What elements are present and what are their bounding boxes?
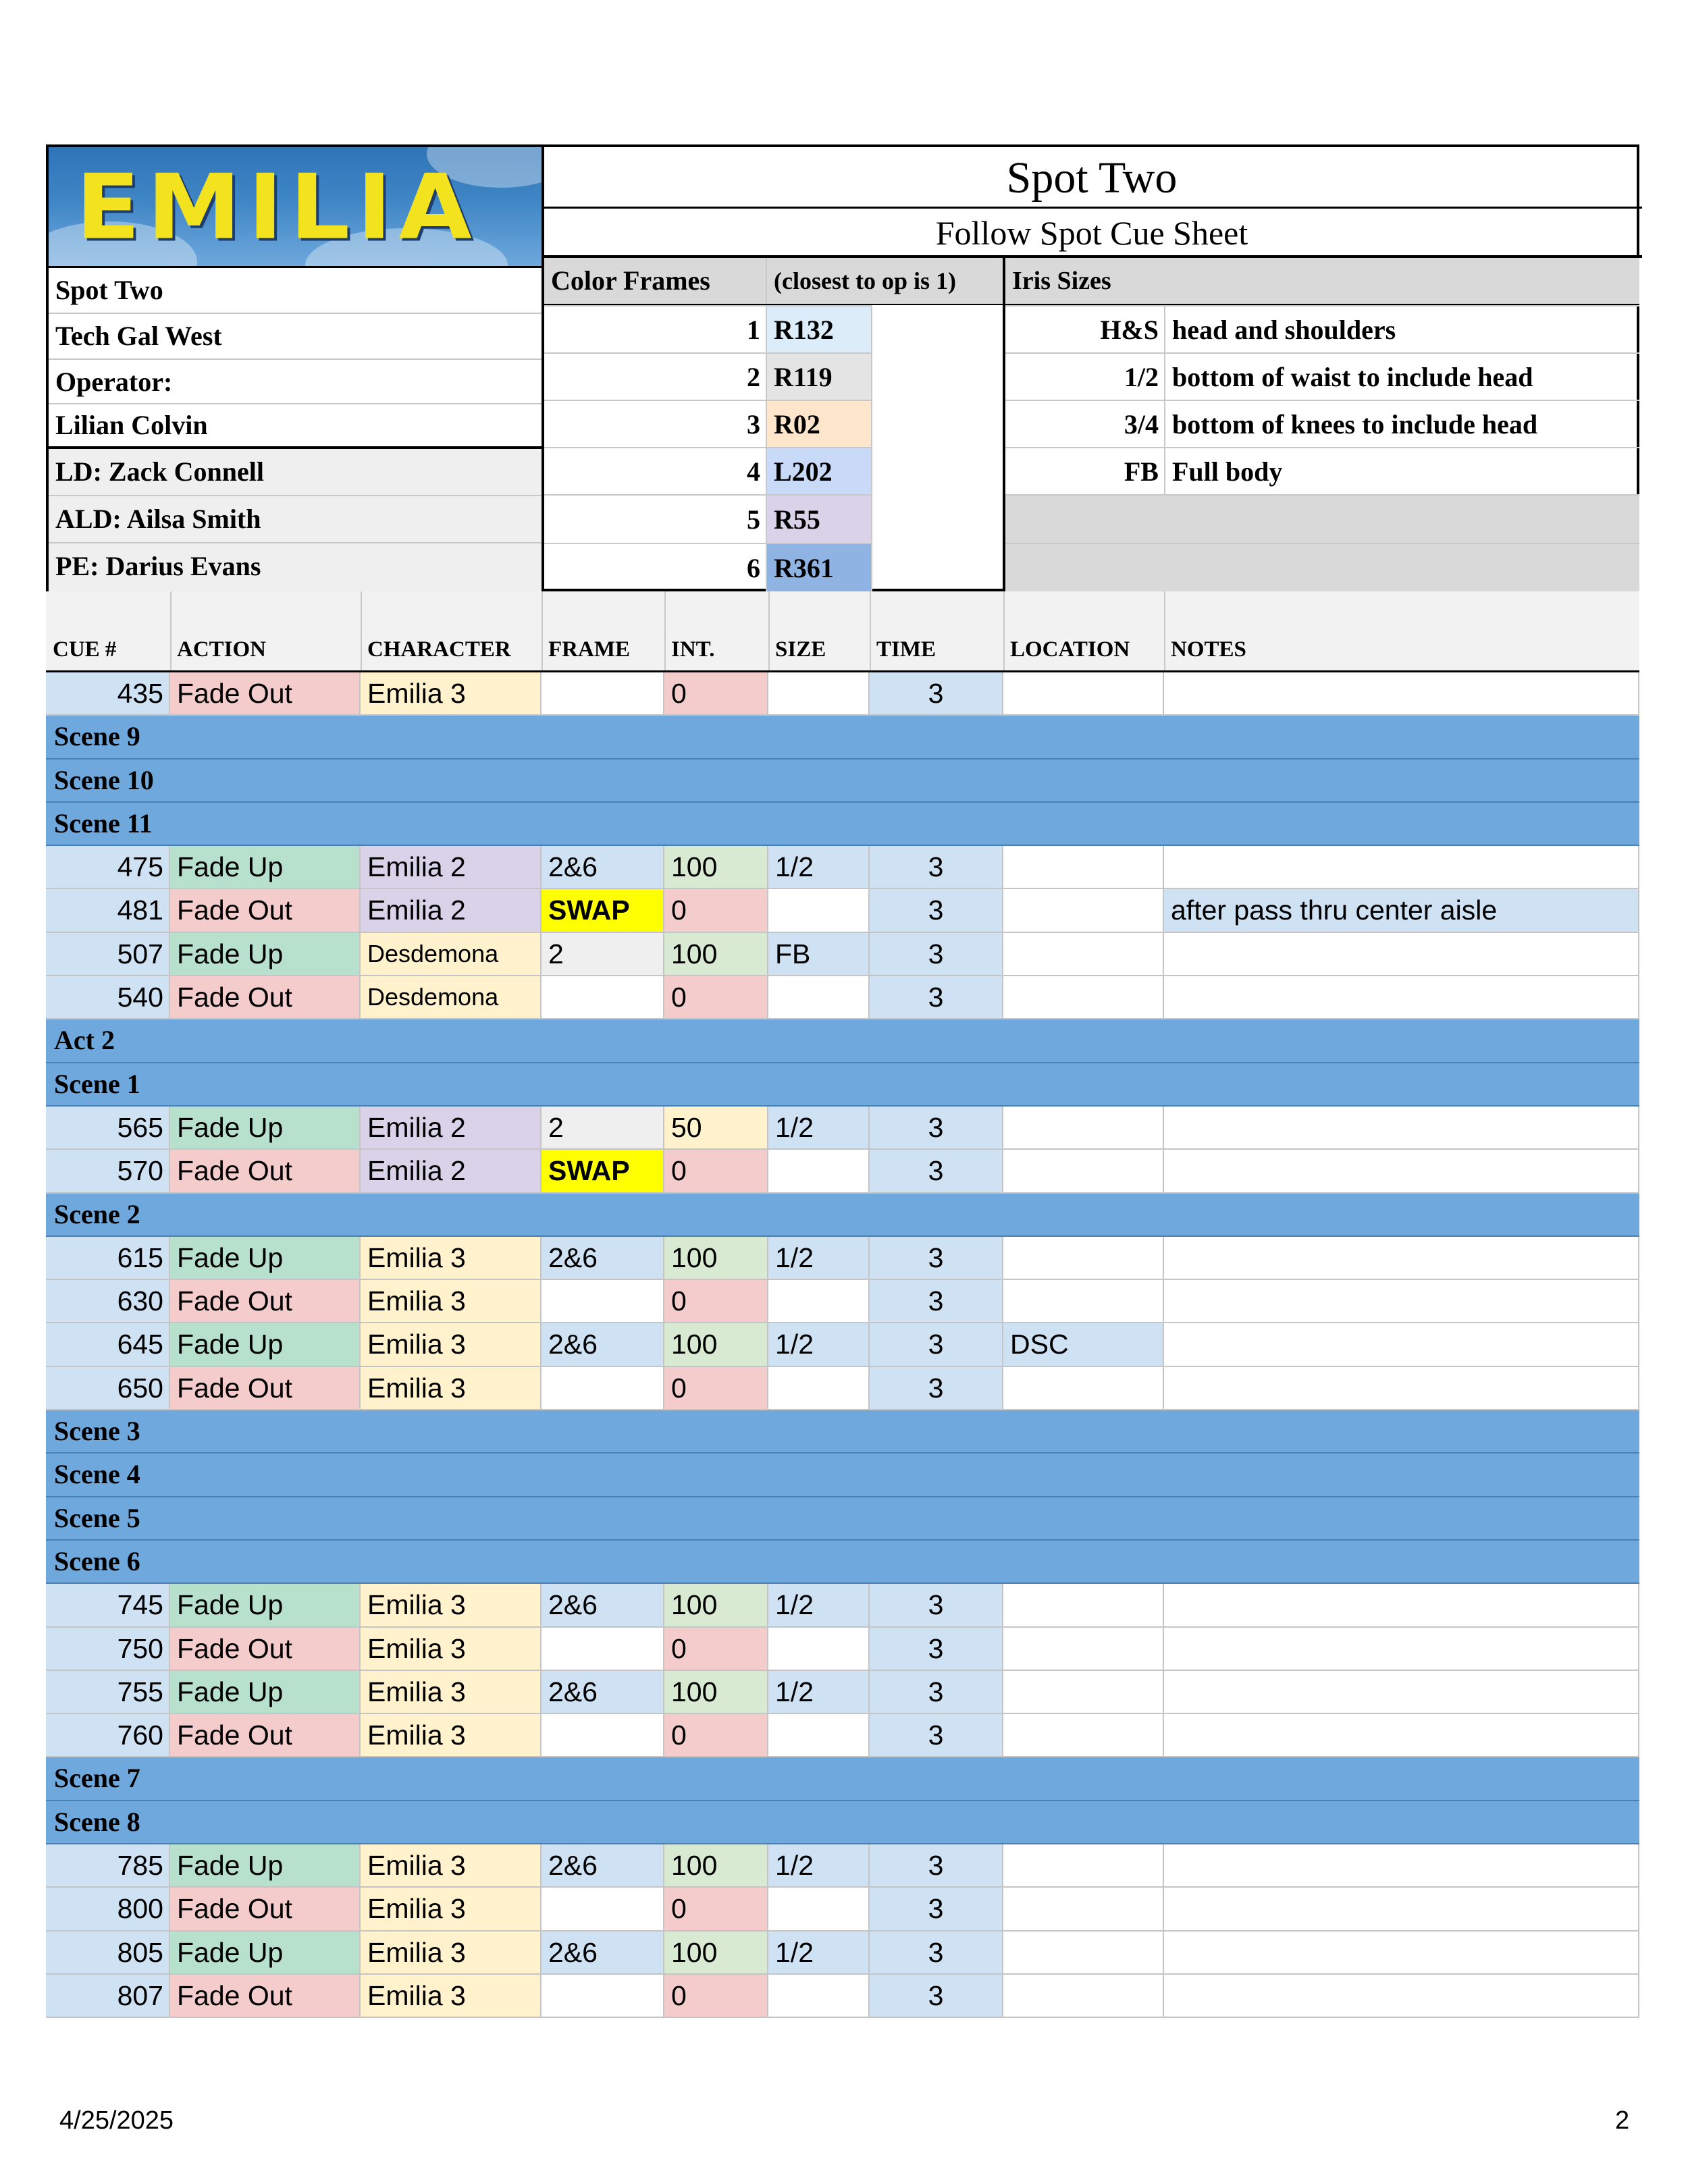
cue-cell-int: 100 — [664, 846, 768, 888]
cue-cell-size — [768, 1367, 870, 1409]
cue-cell-time: 3 — [870, 1844, 1003, 1886]
cue-cell-notes — [1164, 672, 1639, 714]
cue-cell-time: 3 — [870, 1323, 1003, 1365]
cue-row — [46, 1367, 1639, 1410]
column-header: LOCATION — [1010, 637, 1130, 662]
cue-cell-time: 3 — [870, 1280, 1003, 1322]
iris-empty-2 — [1005, 543, 1639, 591]
cue-cell-size: 1/2 — [768, 1107, 870, 1148]
cue-cell-action: Fade Up — [170, 1323, 361, 1365]
info-ld: LD: Zack Connell — [49, 449, 542, 495]
cue-cell-cue: 650 — [46, 1367, 170, 1409]
cue-cell-frame — [542, 1280, 664, 1322]
cue-row — [46, 933, 1639, 976]
scene-name: Scene 11 — [54, 807, 153, 838]
info-ald: ALD: Ailsa Smith — [49, 496, 542, 542]
cue-cell-action: Fade Up — [170, 1584, 361, 1626]
show-logo — [49, 147, 544, 266]
cue-cell-int: 50 — [664, 1107, 768, 1148]
column-header-row — [46, 591, 1639, 672]
cue-row — [46, 846, 1639, 889]
sheet-subtitle: Follow Spot Cue Sheet — [935, 214, 1248, 252]
cue-cell-frame — [542, 672, 664, 714]
cue-cell-frame: 2&6 — [542, 1323, 664, 1365]
cue-cell-location — [1003, 1237, 1164, 1279]
cue-cell-location: DSC — [1003, 1323, 1164, 1365]
cue-cell-size: 1/2 — [768, 1584, 870, 1626]
cue-cell-int: 0 — [664, 672, 768, 714]
iris-size-description: Full body — [1165, 447, 1639, 494]
iris-sizes-label: Iris Sizes — [1005, 258, 1639, 304]
cue-row — [46, 1628, 1639, 1671]
scene-header-row — [46, 716, 1639, 759]
cue-cell-frame: 2&6 — [542, 1671, 664, 1713]
cue-cell-action: Fade Out — [170, 976, 361, 1018]
cue-cell-character: Emilia 3 — [361, 672, 542, 714]
footer-page-number: 2 — [1615, 2106, 1630, 2135]
cue-cell-size — [768, 672, 870, 714]
sheet-title: Spot Two — [1006, 153, 1178, 203]
info-venue: Tech Gal West — [55, 321, 222, 351]
cue-cell-cue: 630 — [46, 1280, 170, 1322]
cue-cell-size — [768, 1714, 870, 1756]
cue-cell-frame — [542, 1888, 664, 1929]
cue-cell-time: 3 — [870, 1714, 1003, 1756]
cue-cell-location — [1003, 976, 1164, 1018]
cue-row — [46, 1844, 1639, 1888]
cue-cell-character: Emilia 3 — [361, 1323, 542, 1365]
cue-cell-cue: 475 — [46, 846, 170, 888]
color-frame-code: R55 — [767, 494, 871, 543]
cue-cell-frame — [542, 1628, 664, 1670]
scene-name: Act 2 — [54, 1025, 115, 1056]
cue-cell-character: Emilia 3 — [361, 1628, 542, 1670]
cue-cell-int: 0 — [664, 976, 768, 1018]
scene-name: Scene 3 — [54, 1416, 140, 1447]
column-header: NOTES — [1171, 637, 1246, 662]
color-frames-note: (closest to op is 1) — [767, 258, 1003, 304]
cue-cell-character: Emilia 3 — [361, 1367, 542, 1409]
scene-name: Scene 8 — [54, 1806, 140, 1837]
cue-cell-action: Fade Up — [170, 1237, 361, 1279]
cue-cell-size — [768, 1280, 870, 1322]
cue-cell-location — [1003, 1714, 1164, 1756]
cue-cell-action: Fade Up — [170, 933, 361, 975]
cue-cell-action: Fade Up — [170, 1844, 361, 1886]
scene-header-row — [46, 1410, 1639, 1454]
cue-cell-notes — [1164, 1584, 1639, 1626]
cue-cell-action: Fade Out — [170, 1888, 361, 1929]
cue-cell-character: Emilia 3 — [361, 1975, 542, 2017]
cue-row — [46, 1584, 1639, 1627]
cue-cell-cue: 435 — [46, 672, 170, 714]
cue-cell-cue: 785 — [46, 1844, 170, 1886]
cue-cell-frame: 2&6 — [542, 1932, 664, 1973]
scene-header-row — [46, 760, 1639, 803]
cue-cell-character: Emilia 2 — [361, 1150, 542, 1192]
column-header: SIZE — [775, 637, 826, 662]
cue-cell-action: Fade Out — [170, 1280, 361, 1322]
color-frame-code: R119 — [767, 352, 871, 400]
cue-cell-location — [1003, 1975, 1164, 2017]
cue-cell-notes — [1164, 1237, 1639, 1279]
color-frame-code: L202 — [767, 447, 871, 494]
cue-row — [46, 1932, 1639, 1975]
cue-cell-character: Emilia 3 — [361, 1714, 542, 1756]
iris-size-code: 3/4 — [1005, 400, 1164, 447]
color-frame-number: 1 — [544, 305, 766, 352]
cue-cell-int: 100 — [664, 1584, 768, 1626]
cue-cell-notes — [1164, 933, 1639, 975]
cue-cell-action: Fade Out — [170, 1150, 361, 1192]
cue-cell-cue: 750 — [46, 1628, 170, 1670]
iris-size-description: bottom of knees to include head — [1165, 400, 1639, 447]
footer-date: 4/25/2025 — [59, 2106, 174, 2135]
cue-cell-location — [1003, 1367, 1164, 1409]
color-frame-number: 3 — [544, 400, 766, 447]
cue-cell-location — [1003, 1888, 1164, 1929]
cue-cell-int: 100 — [664, 1323, 768, 1365]
cue-cell-int: 0 — [664, 1628, 768, 1670]
cue-cell-size — [768, 1888, 870, 1929]
iris-empty-1 — [1005, 494, 1639, 543]
cue-cell-cue: 565 — [46, 1107, 170, 1148]
cue-cell-cue: 800 — [46, 1888, 170, 1929]
cue-cell-cue: 745 — [46, 1584, 170, 1626]
cue-table — [46, 591, 1639, 2018]
color-frame-number: 5 — [544, 494, 766, 543]
cue-cell-action: Fade Up — [170, 846, 361, 888]
cue-cell-notes — [1164, 1844, 1639, 1886]
cue-cell-cue: 755 — [46, 1671, 170, 1713]
scene-header-row — [46, 1801, 1639, 1844]
cue-cell-notes — [1164, 846, 1639, 888]
scene-header-row — [46, 1063, 1639, 1107]
cue-cell-action: Fade Out — [170, 1714, 361, 1756]
cue-cell-notes — [1164, 1280, 1639, 1322]
cue-cell-time: 3 — [870, 976, 1003, 1018]
cue-cell-location — [1003, 889, 1164, 931]
cue-cell-action: Fade Up — [170, 1932, 361, 1973]
cue-cell-size: 1/2 — [768, 1844, 870, 1886]
cue-cell-location — [1003, 1150, 1164, 1192]
cue-cell-action: Fade Up — [170, 1107, 361, 1148]
cue-row — [46, 976, 1639, 1019]
cue-cell-notes — [1164, 1628, 1639, 1670]
cue-cell-int: 0 — [664, 1975, 768, 2017]
cue-cell-frame — [542, 1975, 664, 2017]
cue-sheet — [46, 144, 1639, 2011]
cue-cell-character: Emilia 3 — [361, 1844, 542, 1886]
info-operator-name: Lilian Colvin — [55, 410, 208, 440]
cue-cell-location — [1003, 846, 1164, 888]
cue-cell-frame — [542, 1714, 664, 1756]
cue-row — [46, 1671, 1639, 1714]
scene-header-row — [46, 803, 1639, 846]
info-operator-label: Operator: — [55, 367, 173, 397]
scene-name: Scene 10 — [54, 764, 154, 795]
cue-cell-time: 3 — [870, 1888, 1003, 1929]
cue-cell-action: Fade Out — [170, 1367, 361, 1409]
cue-cell-notes — [1164, 1714, 1639, 1756]
cue-cell-character: Emilia 3 — [361, 1671, 542, 1713]
cue-cell-character: Emilia 2 — [361, 846, 542, 888]
cue-cell-int: 100 — [664, 1844, 768, 1886]
cue-row — [46, 889, 1639, 932]
cue-cell-notes — [1164, 1888, 1639, 1929]
scene-name: Scene 5 — [54, 1502, 140, 1533]
scene-name: Scene 6 — [54, 1545, 140, 1576]
cue-cell-size — [768, 889, 870, 931]
scene-header-row — [46, 1541, 1639, 1584]
cue-cell-character: Desdemona — [361, 933, 542, 975]
scene-header-row — [46, 1757, 1639, 1801]
cue-cell-size: 1/2 — [768, 1932, 870, 1973]
cue-row — [46, 1323, 1639, 1366]
cue-cell-notes — [1164, 1932, 1639, 1973]
scene-header-row — [46, 1454, 1639, 1497]
info-spot: Spot Two — [55, 275, 163, 305]
cue-cell-location — [1003, 1844, 1164, 1886]
scene-header-row — [46, 1019, 1639, 1063]
cue-cell-int: 100 — [664, 933, 768, 975]
iris-size-code: FB — [1005, 447, 1164, 494]
cue-row — [46, 1975, 1639, 2018]
cue-cell-action: Fade Out — [170, 1975, 361, 2017]
cue-cell-location — [1003, 933, 1164, 975]
color-frame-code: R132 — [767, 305, 871, 352]
column-header: CUE # — [53, 637, 117, 662]
cue-cell-time: 3 — [870, 1671, 1003, 1713]
cue-cell-frame: 2&6 — [542, 1844, 664, 1886]
info-pe: PE: Darius Evans — [49, 543, 542, 591]
sheet-header — [46, 144, 1639, 591]
color-frames-label: Color Frames — [544, 258, 766, 304]
cue-cell-frame: 2 — [542, 1107, 664, 1148]
cue-cell-frame — [542, 976, 664, 1018]
cue-cell-cue: 807 — [46, 1975, 170, 2017]
cue-cell-time: 3 — [870, 1584, 1003, 1626]
color-frame-code: R02 — [767, 400, 871, 447]
cue-cell-notes — [1164, 976, 1639, 1018]
cue-cell-character: Emilia 2 — [361, 889, 542, 931]
color-frame-number: 2 — [544, 352, 766, 400]
cue-cell-notes — [1164, 1671, 1639, 1713]
cue-cell-location — [1003, 1107, 1164, 1148]
cue-cell-size: 1/2 — [768, 1671, 870, 1713]
scene-name: Scene 2 — [54, 1198, 140, 1229]
column-header: FRAME — [548, 637, 630, 662]
cue-cell-time: 3 — [870, 889, 1003, 931]
cue-cell-cue: 540 — [46, 976, 170, 1018]
column-header: INT. — [671, 637, 715, 662]
cue-cell-size — [768, 1975, 870, 2017]
cue-cell-time: 3 — [870, 1975, 1003, 2017]
column-header: ACTION — [177, 637, 267, 662]
cue-row — [46, 1888, 1639, 1931]
scene-name: Scene 1 — [54, 1068, 140, 1099]
iris-size-code: 1/2 — [1005, 352, 1164, 400]
cue-cell-cue: 760 — [46, 1714, 170, 1756]
cue-cell-notes — [1164, 1107, 1639, 1148]
cue-cell-action: Fade Out — [170, 889, 361, 931]
cue-cell-int: 0 — [664, 1150, 768, 1192]
cue-cell-int: 100 — [664, 1932, 768, 1973]
cue-cell-location — [1003, 672, 1164, 714]
cue-row — [46, 672, 1639, 716]
column-header: TIME — [876, 637, 937, 662]
cue-cell-int: 0 — [664, 1714, 768, 1756]
cue-cell-location — [1003, 1671, 1164, 1713]
cue-rows — [46, 672, 1639, 2018]
cue-cell-notes — [1164, 1367, 1639, 1409]
cue-cell-size: FB — [768, 933, 870, 975]
cue-cell-int: 0 — [664, 1280, 768, 1322]
iris-size-description: head and shoulders — [1165, 305, 1639, 352]
scene-name: Scene 9 — [54, 721, 140, 752]
cue-cell-size: 1/2 — [768, 846, 870, 888]
cue-cell-int: 0 — [664, 1367, 768, 1409]
logo-wordmark: EMILIA — [76, 155, 479, 260]
cue-cell-notes — [1164, 1975, 1639, 2017]
cue-cell-size — [768, 1150, 870, 1192]
cue-cell-character: Emilia 3 — [361, 1932, 542, 1973]
cue-cell-time: 3 — [870, 1107, 1003, 1148]
cue-cell-character: Emilia 3 — [361, 1280, 542, 1322]
cue-cell-character: Emilia 2 — [361, 1107, 542, 1148]
cue-cell-size — [768, 1628, 870, 1670]
cue-row — [46, 1107, 1639, 1150]
cue-cell-cue: 615 — [46, 1237, 170, 1279]
cue-cell-cue: 507 — [46, 933, 170, 975]
cue-cell-cue: 481 — [46, 889, 170, 931]
cue-cell-time: 3 — [870, 846, 1003, 888]
cue-cell-frame: 2&6 — [542, 1584, 664, 1626]
cue-cell-time: 3 — [870, 1150, 1003, 1192]
cue-cell-time: 3 — [870, 933, 1003, 975]
cue-cell-character: Emilia 3 — [361, 1237, 542, 1279]
cue-cell-frame: 2&6 — [542, 846, 664, 888]
cue-cell-location — [1003, 1932, 1164, 1973]
cue-cell-size — [768, 976, 870, 1018]
cue-cell-action: Fade Out — [170, 1628, 361, 1670]
scene-header-row — [46, 1497, 1639, 1541]
cue-cell-int: 100 — [664, 1671, 768, 1713]
cue-cell-size: 1/2 — [768, 1323, 870, 1365]
cue-cell-int: 100 — [664, 1237, 768, 1279]
cue-cell-frame: 2 — [542, 933, 664, 975]
cue-cell-action: Fade Out — [170, 672, 361, 714]
cue-row — [46, 1237, 1639, 1280]
cue-cell-time: 3 — [870, 1237, 1003, 1279]
cue-cell-cue: 570 — [46, 1150, 170, 1192]
cue-cell-location — [1003, 1584, 1164, 1626]
iris-size-description: bottom of waist to include head — [1165, 352, 1639, 400]
cue-cell-notes: after pass thru center aisle — [1164, 889, 1639, 931]
cue-cell-size: 1/2 — [768, 1237, 870, 1279]
color-frame-code: R361 — [767, 543, 871, 591]
cue-row — [46, 1150, 1639, 1193]
cue-cell-character: Desdemona — [361, 976, 542, 1018]
scene-name: Scene 7 — [54, 1763, 140, 1794]
cue-row — [46, 1714, 1639, 1757]
cue-cell-frame: SWAP — [542, 889, 664, 931]
cue-row — [46, 1280, 1639, 1323]
cue-cell-character: Emilia 3 — [361, 1888, 542, 1929]
cue-cell-int: 0 — [664, 889, 768, 931]
iris-size-code: H&S — [1005, 305, 1164, 352]
cue-cell-notes — [1164, 1150, 1639, 1192]
cue-cell-time: 3 — [870, 1932, 1003, 1973]
cue-cell-notes — [1164, 1323, 1639, 1365]
color-frame-number: 6 — [544, 543, 766, 591]
cue-cell-int: 0 — [664, 1888, 768, 1929]
cue-cell-cue: 645 — [46, 1323, 170, 1365]
scene-header-row — [46, 1194, 1639, 1237]
cue-cell-time: 3 — [870, 1367, 1003, 1409]
cue-cell-time: 3 — [870, 672, 1003, 714]
cue-cell-frame: SWAP — [542, 1150, 664, 1192]
cue-cell-frame: 2&6 — [542, 1237, 664, 1279]
cue-cell-frame — [542, 1367, 664, 1409]
color-frame-number: 4 — [544, 447, 766, 494]
scene-name: Scene 4 — [54, 1459, 140, 1490]
cue-cell-action: Fade Up — [170, 1671, 361, 1713]
cue-cell-time: 3 — [870, 1628, 1003, 1670]
cue-cell-cue: 805 — [46, 1932, 170, 1973]
column-header: CHARACTER — [367, 637, 511, 662]
cue-cell-location — [1003, 1280, 1164, 1322]
cue-cell-location — [1003, 1628, 1164, 1670]
cue-cell-character: Emilia 3 — [361, 1584, 542, 1626]
